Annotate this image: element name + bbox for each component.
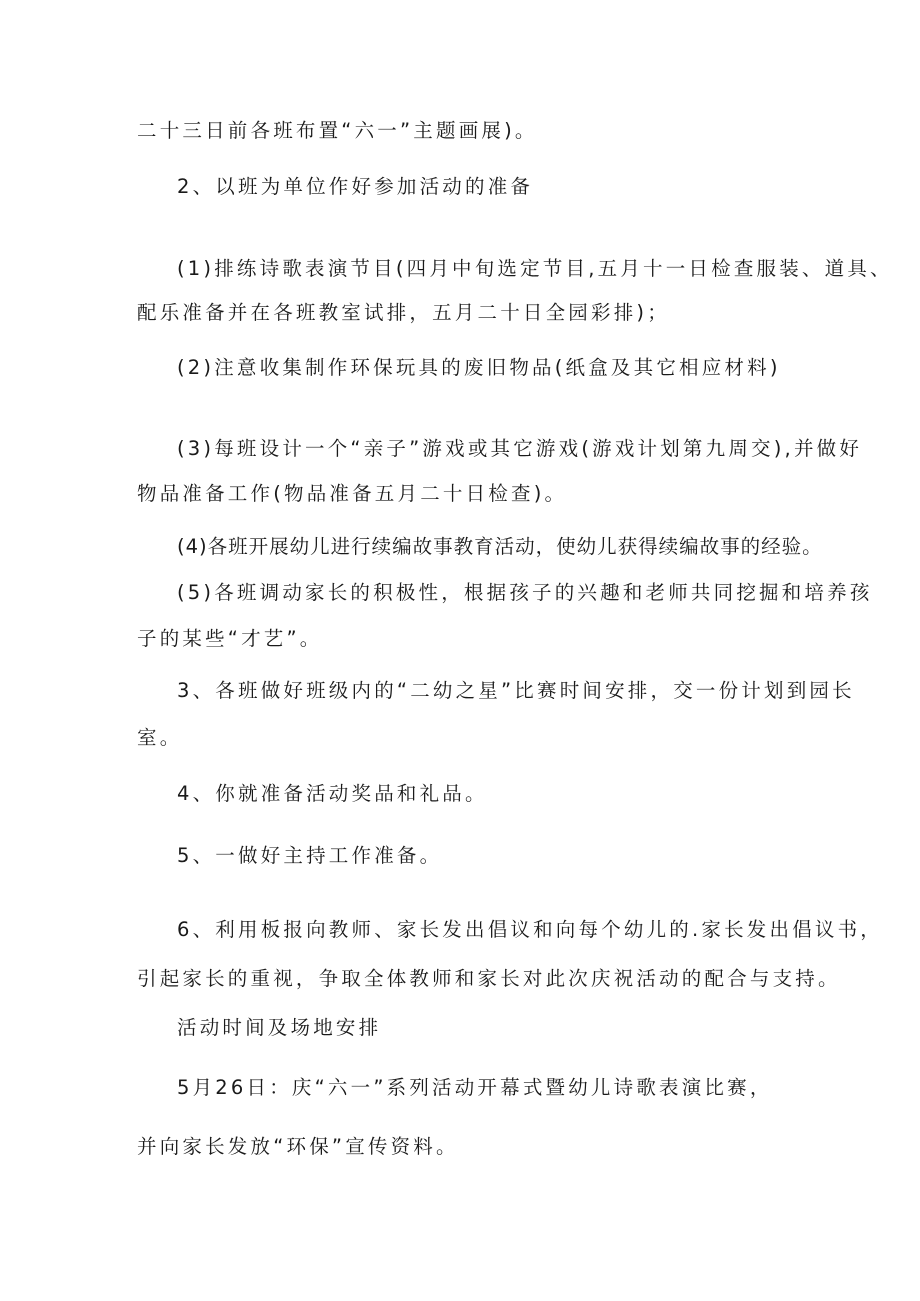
- paragraph-line-1: 二十三日前各班布置“六一”主题画展)。: [137, 119, 538, 142]
- list-item-3-line-2: 物品准备工作(物品准备五月二十日检查)。: [137, 482, 568, 505]
- list-item-3-line-1: (3)每班设计一个“亲子”游戏或其它游戏(游戏计划第九周交),并做好: [177, 437, 863, 460]
- heading-item-2: 2、以班为单位作好参加活动的准备: [177, 175, 534, 198]
- list-item-5-line-2: 子的某些“才艺”。: [137, 627, 323, 650]
- heading-item-6-line-2: 引起家长的重视，争取全体教师和家长对此次庆祝活动的配合与支持。: [137, 967, 841, 990]
- list-item-1-line-1: (1)排练诗歌表演节目(四月中旬选定节目,五月十一日检查服装、道具、: [177, 257, 893, 280]
- section-heading: 活动时间及场地安排: [177, 1016, 382, 1039]
- list-item-4: (4)各班开展幼儿进行续编故事教育活动，使幼儿获得续编故事的经验。: [177, 535, 823, 558]
- heading-item-4: 4、你就准备活动奖品和礼品。: [177, 782, 488, 805]
- list-item-1-line-2: 配乐准备并在各班教室试排，五月二十日全园彩排)；: [137, 301, 670, 324]
- list-item-5-line-1: (5)各班调动家长的积极性，根据孩子的兴趣和老师共同挖掘和培养孩: [177, 581, 873, 604]
- heading-item-3-line-1: 3、各班做好班级内的“二幼之星”比赛时间安排，交一份计划到园长: [177, 679, 855, 702]
- list-item-2: (2)注意收集制作环保玩具的废旧物品(纸盒及其它相应材料): [177, 356, 781, 379]
- schedule-item-line-1: 5月26日：庆“六一”系列活动开幕式暨幼儿诗歌表演比赛，: [177, 1076, 773, 1099]
- heading-item-5: 5、一做好主持工作准备。: [177, 844, 443, 867]
- schedule-item-line-2: 并向家长发放“环保”宣传资料。: [137, 1135, 459, 1158]
- heading-item-6-line-1: 6、利用板报向教师、家长发出倡议和向每个幼儿的.家长发出倡议书，: [177, 918, 884, 941]
- heading-item-3-line-2: 室。: [137, 726, 183, 749]
